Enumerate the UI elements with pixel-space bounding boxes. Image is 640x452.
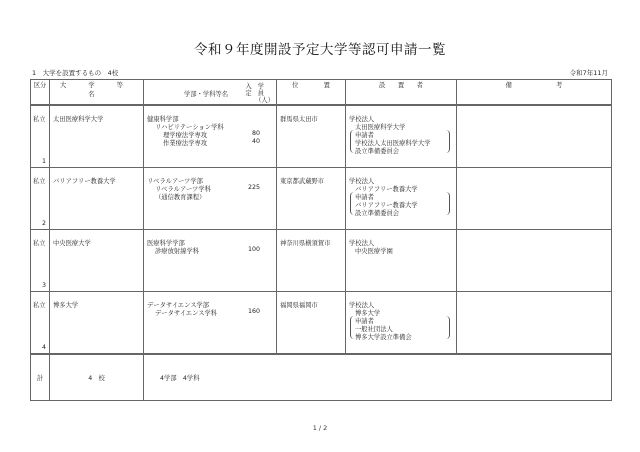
page-indicator: 1 / 2 — [312, 424, 328, 432]
location-cell — [277, 105, 346, 168]
faculty-line: リベラルアーツ学部 — [147, 178, 203, 185]
establisher-line: 中央医療学園 — [355, 248, 393, 255]
establisher-line: 申請者 — [355, 194, 374, 201]
header-capacity-line1: 入 学 — [245, 83, 266, 90]
application-table — [30, 79, 612, 401]
header-remarks: 備 考 — [457, 80, 612, 106]
kubun-label: 私立 — [33, 178, 46, 185]
establisher-line: 設立準備委員会 — [355, 148, 400, 155]
capacity-value: 160 — [247, 308, 260, 315]
total-row — [31, 354, 612, 401]
establisher-cell — [346, 230, 457, 292]
faculty-line: データサイエンス学部 — [147, 302, 210, 309]
remarks-cell — [457, 292, 612, 355]
establisher-line: 学校法人 — [349, 178, 375, 185]
table-row — [31, 105, 612, 168]
section-subtitle: 1 大学を設置するもの 4校 — [32, 69, 119, 77]
document-title: 令和９年度開設予定大学等認可申請一覧 — [194, 42, 446, 58]
kubun-cell — [31, 168, 50, 230]
university-name: 中央医療大学 — [53, 240, 91, 247]
row-number: 2 — [41, 220, 46, 227]
capacity-value: 225 — [247, 184, 260, 191]
capacity-value: 80 — [251, 130, 260, 137]
document-date: 令和7年11月 — [569, 69, 608, 77]
faculty-cell — [144, 168, 277, 230]
kubun-cell — [31, 292, 50, 355]
location-value: 群馬県太田市 — [280, 116, 318, 123]
establisher-line: バリアフリー教養大学 — [355, 186, 418, 193]
table-row — [31, 292, 612, 355]
row-number: 3 — [41, 282, 46, 289]
faculty-line: リハビリテーション学科 — [155, 124, 224, 131]
location-cell — [277, 292, 346, 355]
establisher-line: 一般社団法人 — [355, 326, 393, 333]
university-cell — [50, 230, 144, 292]
location-cell — [277, 230, 346, 292]
faculty-line: 医療科学学部 — [147, 240, 185, 247]
establisher-line: 太田医療科学大学 — [355, 124, 406, 131]
establisher-cell — [346, 168, 457, 230]
establisher-line: バリアフリー教養大学 — [355, 202, 418, 209]
capacity-value: 40 — [251, 138, 260, 145]
establisher-line: 申請者 — [355, 132, 374, 139]
establisher-line: 博多大学設立準備会 — [355, 334, 412, 341]
kubun-label: 私立 — [33, 116, 46, 123]
header-kubun: 区分 — [31, 80, 50, 106]
establisher-line: 設立準備委員会 — [355, 210, 400, 217]
establisher-line: 学校法人 — [349, 116, 375, 123]
kubun-label: 私立 — [33, 302, 46, 309]
faculty-cell — [144, 105, 277, 168]
establisher-line: 申請者 — [355, 318, 374, 325]
university-cell — [50, 292, 144, 355]
header-capacity-line3: （人） — [255, 97, 274, 104]
total-schools: 4 校 — [50, 354, 144, 401]
location-value: 神奈川県横須賀市 — [280, 240, 331, 247]
university-name: 太田医療科学大学 — [53, 116, 104, 123]
header-capacity-line2: 定 員 — [245, 90, 266, 97]
faculty-line: データサイエンス学科 — [155, 310, 218, 317]
table-row — [31, 230, 612, 292]
header-establisher: 設 置 者 — [346, 80, 457, 106]
university-cell — [50, 168, 144, 230]
kubun-cell — [31, 105, 50, 168]
table-header-row — [31, 80, 612, 106]
faculty-line: 作業療法学専攻 — [163, 140, 208, 147]
remarks-cell — [457, 168, 612, 230]
establisher-line: 博多大学 — [355, 310, 381, 317]
kubun-label: 私立 — [33, 240, 46, 247]
faculty-line: 診療放射線学科 — [155, 248, 200, 255]
total-label: 計 — [31, 354, 50, 401]
university-name: バリアフリー教養大学 — [53, 178, 116, 185]
header-faculty-capacity — [144, 80, 277, 106]
header-university: 大 学 等 名 — [50, 80, 144, 106]
header-location: 位 置 — [277, 80, 346, 106]
location-value: 東京都武蔵野市 — [280, 178, 325, 185]
establisher-line: 学校法人 — [349, 240, 375, 247]
faculty-line: （通信教育課程） — [155, 194, 206, 201]
location-value: 福岡県福岡市 — [280, 302, 318, 309]
location-cell — [277, 168, 346, 230]
row-number: 4 — [41, 344, 46, 351]
faculty-cell — [144, 230, 277, 292]
faculty-cell — [144, 292, 277, 355]
establisher-cell — [346, 105, 457, 168]
remarks-cell — [457, 230, 612, 292]
university-name: 博多大学 — [53, 302, 79, 309]
capacity-value: 100 — [247, 246, 260, 253]
remarks-cell — [457, 105, 612, 168]
kubun-cell — [31, 230, 50, 292]
row-number: 1 — [41, 158, 46, 165]
faculty-line: リベラルアーツ学科 — [155, 186, 211, 193]
establisher-cell — [346, 292, 457, 355]
establisher-line: 学校法人太田医療科学大学 — [355, 140, 431, 147]
university-cell — [50, 105, 144, 168]
faculty-line: 健康科学部 — [147, 116, 179, 123]
faculty-line: 理学療法学専攻 — [163, 132, 208, 139]
header-faculty: 学部・学科等名 — [184, 91, 229, 98]
establisher-line: 学校法人 — [349, 302, 375, 309]
table-row — [31, 168, 612, 230]
total-faculties: 4学部 4学科 — [144, 354, 612, 401]
